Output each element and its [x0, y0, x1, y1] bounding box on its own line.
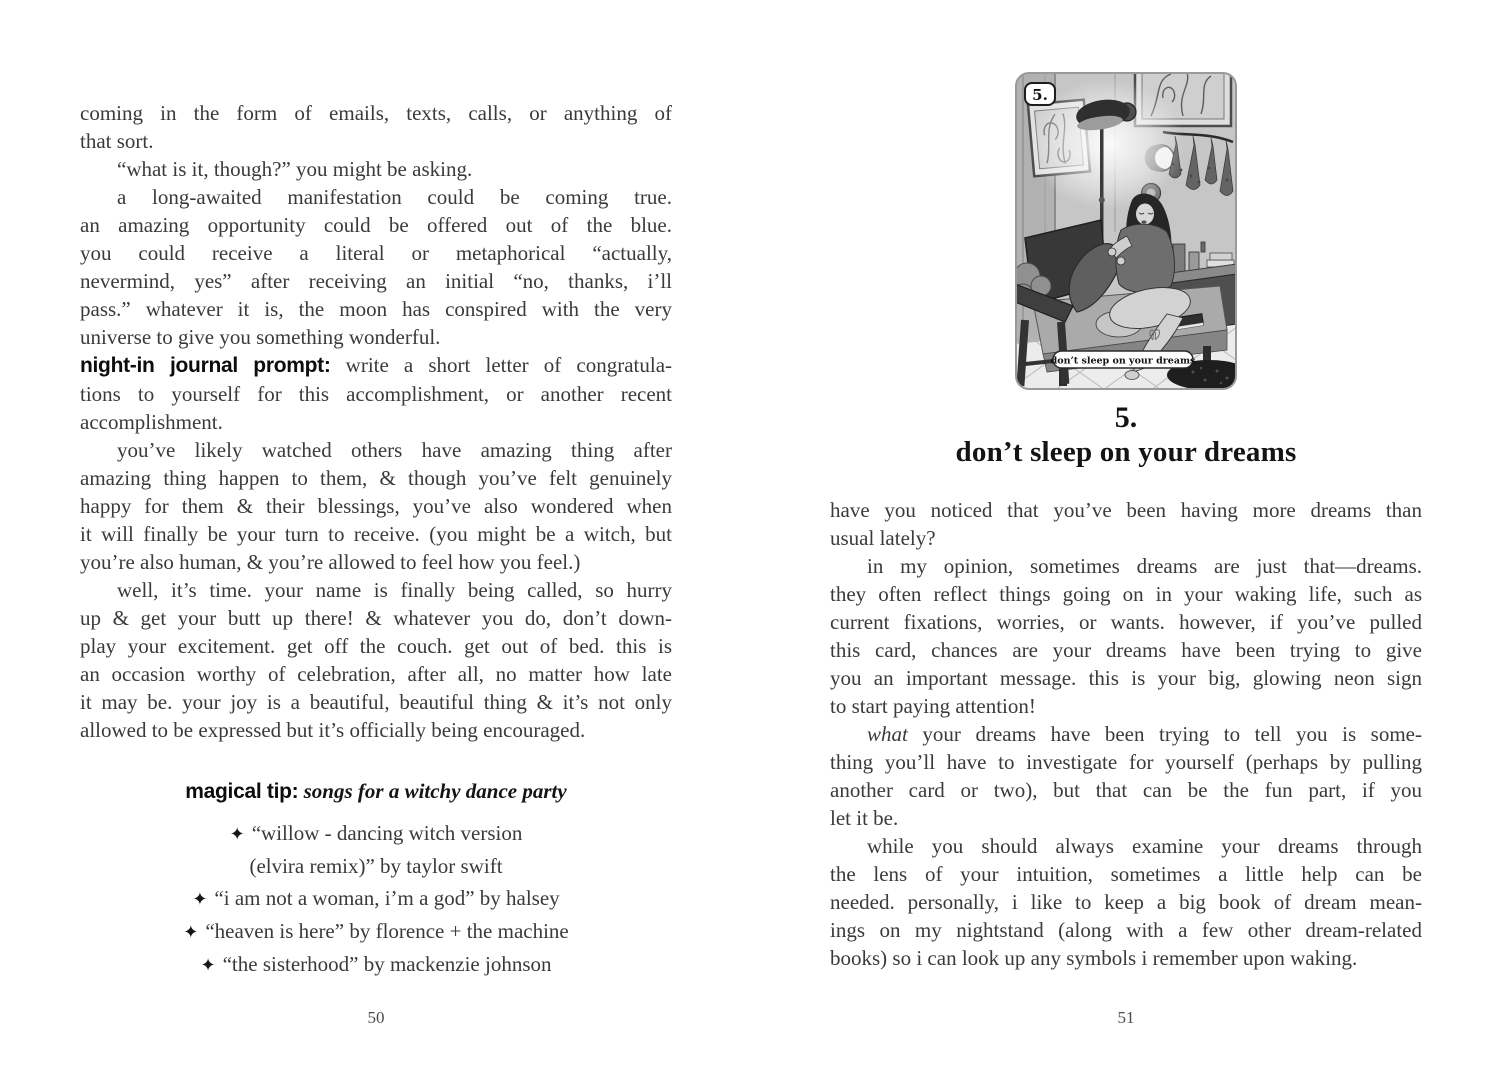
- body-line-text: write a short letter of congratula-: [345, 353, 673, 377]
- italic-lead: what: [867, 722, 908, 746]
- body-line: an amazing opportunity could be offered out of the blue.: [80, 213, 672, 237]
- body-line: universe to give you something wonderful.: [80, 325, 441, 349]
- body-line: amazing thing happen to them, & though you’ve felt genuinely: [80, 466, 672, 490]
- body-line: thing you’ll have to investigate for yourself (perhaps by pulling: [830, 750, 1422, 774]
- body-line: have you noticed that you’ve been having more dreams than: [830, 498, 1422, 522]
- song-text: “heaven is here” by florence + the machine: [205, 919, 569, 943]
- body-line: a long-awaited manifestation could be coming true.: [117, 185, 672, 209]
- body-line: you an important message. this is your big, glowing neon sign: [830, 666, 1422, 690]
- magical-tip-title: songs for a witchy dance party: [303, 779, 567, 803]
- body-line: this card, chances are your dreams have been trying to give: [830, 638, 1422, 662]
- body-line: allowed to be expressed but it’s officially being encouraged.: [80, 718, 586, 742]
- body-line: in my opinion, sometimes dreams are just that—dreams.: [867, 554, 1422, 578]
- song-text: “the sisterhood” by mackenzie johnson: [222, 952, 552, 976]
- right-page: [830, 0, 1422, 1071]
- page-number-right: 51: [1117, 1008, 1135, 1027]
- body-line: let it be.: [830, 806, 899, 830]
- song-item: [80, 948, 672, 981]
- magical-tip-label: magical tip:: [185, 780, 299, 803]
- body-line: to start paying attention!: [830, 694, 1036, 718]
- body-line: an occasion worthy of celebration, after all, no matter how late: [80, 662, 672, 686]
- song-text: “willow - dancing witch version: [251, 821, 523, 845]
- card-number: 5.: [1032, 86, 1048, 104]
- caption-pill: [1051, 351, 1196, 368]
- sparkle-icon: ✦: [200, 955, 216, 975]
- body-line: pass.” whatever it is, the moon has conspired with the very: [80, 297, 672, 321]
- body-line: it may be. your joy is a beautiful, beautiful thing & it’s not only: [80, 690, 672, 714]
- body-line: play your excitement. get off the couch. get out of bed. this is: [80, 634, 672, 658]
- body-line: that sort.: [80, 129, 154, 153]
- left-page: [80, 0, 672, 1071]
- chapter-title: don’t sleep on your dreams: [955, 436, 1297, 468]
- body-line: usual lately?: [830, 526, 936, 550]
- body-line: needed. personally, i like to keep a big book of dream mean-: [830, 890, 1422, 914]
- body-line: up & get your butt up there! & whatever you do, don’t down-: [80, 606, 672, 630]
- body-line: another card or two), but that can be the fun part, if you: [830, 778, 1422, 802]
- card-scene: [1015, 72, 1237, 390]
- body-line: accomplishment.: [80, 410, 223, 434]
- song-item-continuation: (elvira remix)” by taylor swift: [249, 854, 503, 878]
- right-page-body: [830, 496, 1422, 972]
- body-line: “what is it, though?” you might be asking.: [117, 157, 473, 181]
- song-item: [80, 882, 672, 915]
- body-line: [80, 351, 672, 380]
- body-line: ings on my nightstand (along with a few other dream-related: [830, 918, 1422, 942]
- body-line: you’ve likely watched others have amazing thing after: [117, 438, 672, 462]
- body-line: it will finally be your turn to receive. (you might be a witch, but: [80, 522, 672, 546]
- body-line: you could receive a literal or metaphorical “actually,: [80, 241, 672, 265]
- chapter-number: 5.: [1114, 401, 1138, 434]
- left-page-body: [80, 99, 672, 981]
- body-line-text: your dreams have been trying to tell you is some-: [922, 722, 1422, 746]
- sparkle-icon: ✦: [229, 824, 245, 844]
- page-number-left: 50: [367, 1008, 385, 1027]
- body-line: well, it’s time. your name is finally being called, so hurry: [117, 578, 672, 602]
- body-line: they often reflect things going on in your waking life, such as: [830, 582, 1422, 606]
- body-line: current fixations, worries, or wants. however, if you’ve pulled: [830, 610, 1422, 634]
- body-line: while you should always examine your dreams through: [867, 834, 1422, 858]
- body-line: coming in the form of emails, texts, calls, or anything of: [80, 101, 672, 125]
- song-list: [80, 817, 672, 981]
- song-text: “i am not a woman, i’m a god” by halsey: [214, 886, 560, 910]
- body-line: [830, 720, 1422, 748]
- card-illustration: [1015, 72, 1237, 390]
- body-line: happy for them & their blessings, you’ve also wondered when: [80, 494, 672, 518]
- sparkle-icon: ✦: [192, 889, 208, 909]
- body-line: you’re also human, & you’re allowed to feel how you feel.): [80, 550, 581, 574]
- journal-prompt-label: night-in journal prompt:: [80, 354, 331, 377]
- body-line: the lens of your intuition, sometimes a little help can be: [830, 862, 1422, 886]
- body-line: books) so i can look up any symbols i remember upon waking.: [830, 946, 1358, 970]
- song-item: [80, 915, 672, 948]
- body-line: nevermind, yes” after receiving an initial “no, thanks, i’ll: [80, 269, 672, 293]
- song-item: [80, 817, 672, 850]
- shirt: [1116, 224, 1175, 292]
- body-line: tions to yourself for this accomplishment, or another recent: [80, 382, 672, 406]
- sparkle-icon: ✦: [183, 922, 199, 942]
- magical-tip-heading: [80, 776, 672, 807]
- card-number-badge: [1025, 83, 1055, 105]
- card-caption: don’t sleep on your dreams: [1050, 355, 1196, 367]
